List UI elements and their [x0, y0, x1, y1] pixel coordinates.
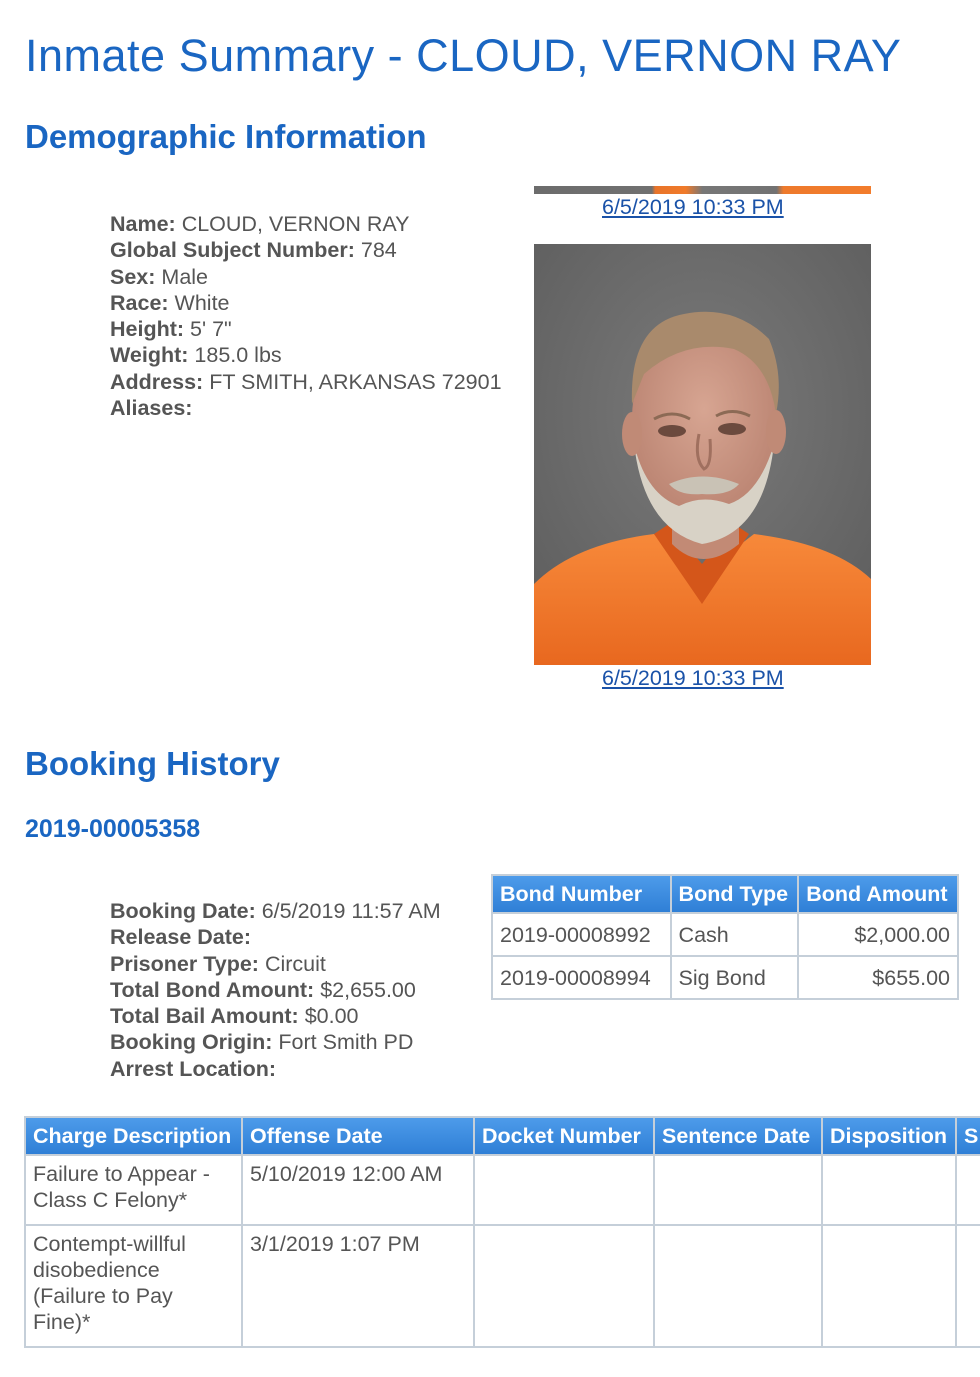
photo-link-2[interactable]: 6/5/2019 10:33 PM: [602, 666, 784, 690]
disposition-cell: [822, 1225, 956, 1347]
bond-type-cell: Sig Bond: [671, 956, 799, 999]
demographic-info: [110, 211, 502, 421]
disposition-cell: [822, 1155, 956, 1225]
booking-history-heading: Booking History: [25, 745, 280, 782]
mugshot-photo[interactable]: [534, 244, 871, 665]
photo-thumbnail-top[interactable]: [534, 186, 871, 194]
sentence-date-cell: [654, 1225, 822, 1347]
booking-info: [110, 898, 441, 1082]
truncated-header: S: [956, 1117, 980, 1155]
field-arrest-location: Arrest Location:: [110, 1056, 277, 1081]
page-title: Inmate Summary - CLOUD, VERNON RAY: [25, 30, 902, 81]
charge-table-wrapper: [24, 1116, 980, 1356]
disposition-header: Disposition: [822, 1117, 956, 1155]
bond-table: [491, 874, 959, 1000]
field-name: Name: CLOUD, VERNON RAY: [110, 212, 410, 236]
docket-number-cell: [474, 1155, 654, 1225]
photo-link-1[interactable]: 6/5/2019 10:33 PM: [602, 195, 784, 219]
charge-description-cell: Failure to Appear - Class C Felony*: [25, 1155, 242, 1225]
offense-date-cell: 3/1/2019 1:07 PM: [242, 1225, 474, 1347]
table-row: [25, 1155, 980, 1225]
charge-table-header: [25, 1117, 980, 1155]
bond-amount-cell: $2,000.00: [798, 913, 958, 956]
charge-table: [24, 1116, 980, 1348]
field-global-subject-number: Global Subject Number: 784: [110, 238, 397, 263]
table-row: [492, 913, 958, 956]
field-aliases: Aliases:: [110, 396, 193, 421]
bond-amount-header: Bond Amount: [798, 875, 958, 913]
field-race: Race: White: [110, 290, 230, 315]
docket-number-cell: [474, 1225, 654, 1347]
field-booking-date: Booking Date: 6/5/2019 11:57 AM: [110, 899, 441, 923]
field-sex: Sex: Male: [110, 264, 209, 289]
field-total-bail-amount: Total Bail Amount: $0.00: [110, 1004, 359, 1029]
offense-date-cell: 5/10/2019 12:00 AM: [242, 1155, 474, 1225]
field-release-date: Release Date:: [110, 925, 252, 950]
field-weight: Weight: 185.0 lbs: [110, 343, 282, 368]
field-total-bond-amount: Total Bond Amount: $2,655.00: [110, 977, 416, 1002]
bond-number-cell: 2019-00008992: [492, 913, 671, 956]
demographic-heading: Demographic Information: [25, 118, 427, 155]
field-height: Height: 5' 7": [110, 317, 232, 342]
bond-amount-cell: $655.00: [798, 956, 958, 999]
truncated-cell: [956, 1155, 980, 1225]
sentence-date-header: Sentence Date: [654, 1117, 822, 1155]
table-row: [25, 1225, 980, 1347]
bond-number-cell: 2019-00008994: [492, 956, 671, 999]
charge-description-cell: Contempt-willful disobedience (Failure to Pay Fine)*: [25, 1225, 242, 1347]
bond-type-cell: Cash: [671, 913, 799, 956]
charge-description-header: Charge Description: [25, 1117, 242, 1155]
field-address: Address: FT SMITH, ARKANSAS 72901: [110, 369, 502, 394]
truncated-cell: [956, 1225, 980, 1347]
booking-number: 2019-00005358: [25, 815, 201, 843]
bond-table-header: [492, 875, 958, 913]
bond-type-header: Bond Type: [671, 875, 799, 913]
field-booking-origin: Booking Origin: Fort Smith PD: [110, 1030, 414, 1055]
bond-number-header: Bond Number: [492, 875, 671, 913]
offense-date-header: Offense Date: [242, 1117, 474, 1155]
field-prisoner-type: Prisoner Type: Circuit: [110, 951, 326, 976]
table-row: [492, 956, 958, 999]
docket-number-header: Docket Number: [474, 1117, 654, 1155]
sentence-date-cell: [654, 1155, 822, 1225]
